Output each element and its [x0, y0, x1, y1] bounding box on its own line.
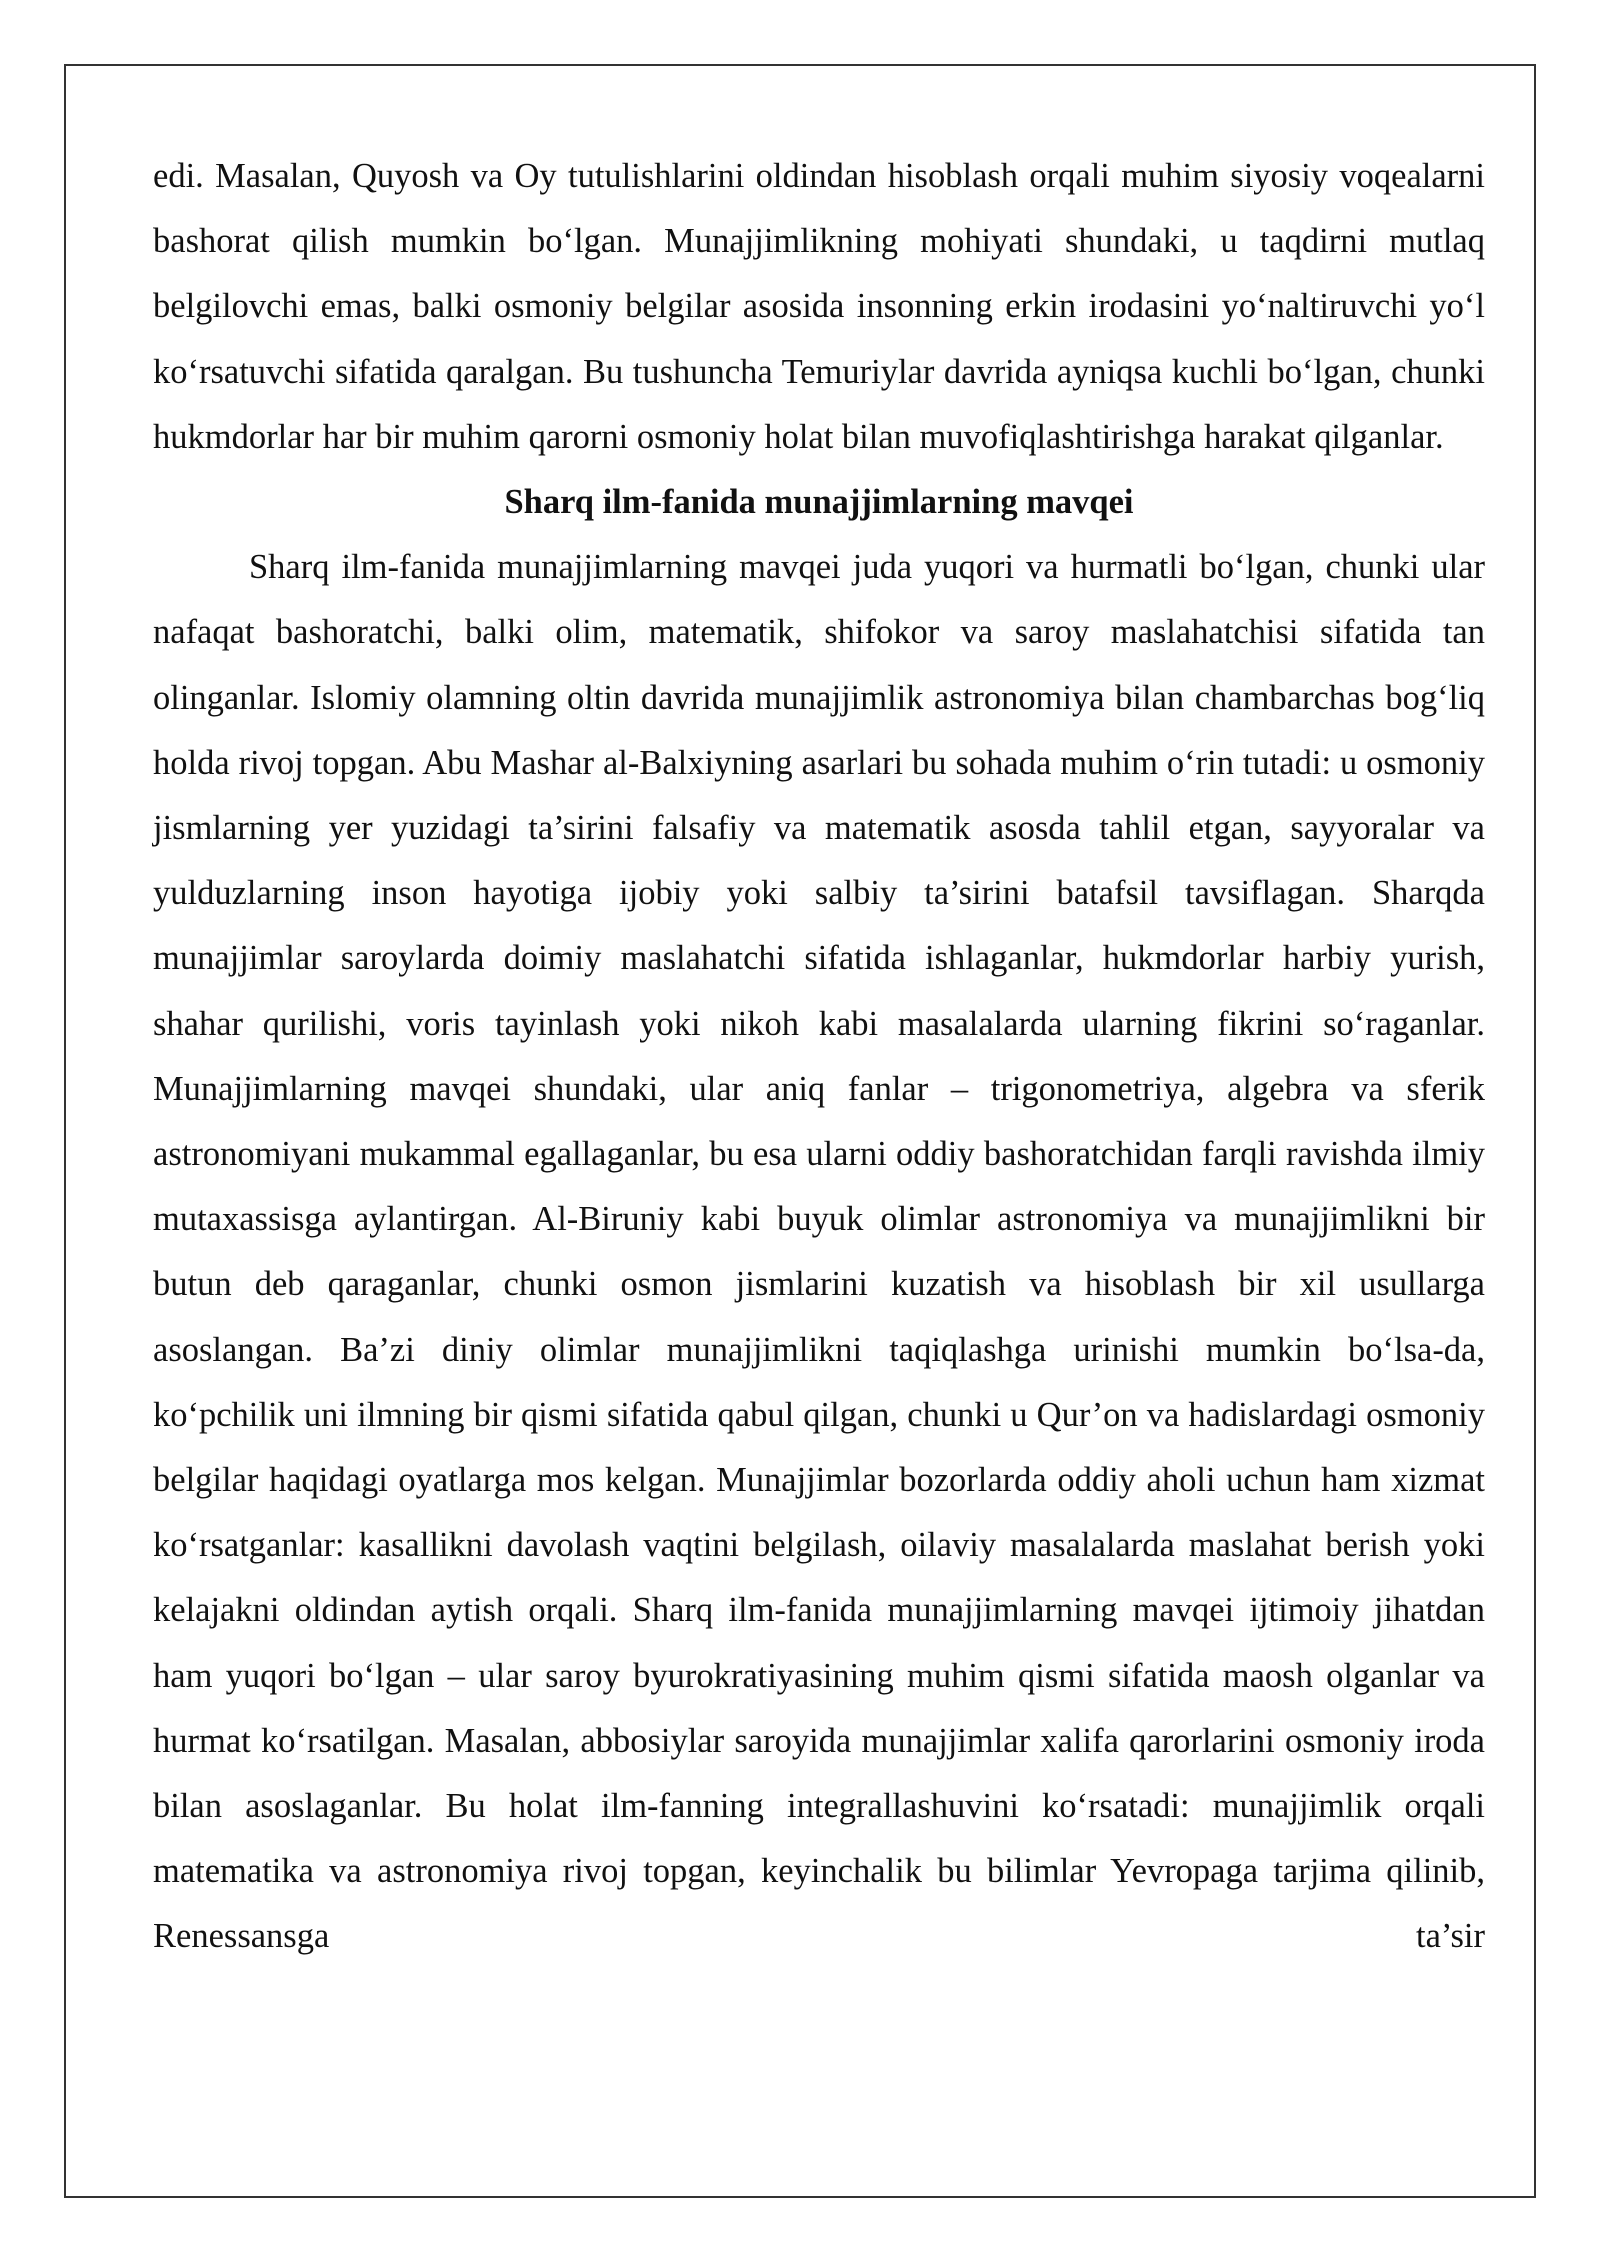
continuation-paragraph: edi. Masalan, Quyosh va Oy tutulishlarini oldindan hisoblash orqali muhim siyosiy voqealarni bashorat qilish mumkin bo‘lgan. Munajjimlikning mohiyati shundaki, u taqdirni mutlaq belgilovchi emas, balki osmoniy belgilar asosida insonning erkin irodasini yo‘naltiruvchi yo‘l ko‘rsatuvchi sifatida qaralgan. Bu tushuncha Temuriylar davrida ayniqsa kuchli bo‘lgan, chunki hukmdorlar har bir muhim qarorni osmoniy holat bilan muvofiqlashtirishga harakat qilganlar.: [153, 157, 1485, 456]
main-paragraph: Sharq ilm-fanida munajjimlarning mavqei juda yuqori va hurmatli bo‘lgan, chunki ular nafaqat bashoratchi, balki olim, matematik, shifokor va saroy maslahatchisi sifatida tan olinganlar. Islomiy olamning oltin davrida munajjimlik astronomiya bilan chambarchas bog‘liq holda rivoj topgan. Abu Mashar al-Balxiyning asarlari bu sohada muhim o‘rin tutadi: u osmoniy jismlarning yer yuzidagi ta’sirini falsafiy va matematik asosda tahlil etgan, sayyoralar va yulduzlarning inson hayotiga ijobiy yoki salbiy ta’sirini batafsil tavsiflagan. Sharqda munajjimlar saroylarda doimiy maslahatchi sifatida ishlaganlar, hukmdorlar harbiy yurish, shahar qurilishi, voris tayinlash yoki nikoh kabi masalalarda ularning fikrini so‘raganlar. Munajjimlarning mavqei shundaki, ular aniq fanlar – trigonometriya, algebra va sferik astronomiyani mukammal egallaganlar, bu esa ularni oddiy bashoratchidan farqli ravishda ilmiy mutaxassisga aylantirgan. Al-Biruniy kabi buyuk olimlar astronomiya va munajjimlikni bir butun deb qaraganlar, chunki osmon jismlarini kuzatish va hisoblash bir xil usullarga asoslangan. Ba’zi diniy olimlar munajjimlikni taqiqlashga urinishi mumkin bo‘lsa-da, ko‘pchilik uni ilmning bir qismi sifatida qabul qilgan, chunki u Qur’on va hadislardagi osmoniy belgilar haqidagi oyatlarga mos kelgan. Munajjimlar bozorlarda oddiy aholi uchun ham xizmat ko‘rsatganlar: kasallikni davolash vaqtini belgilash, oilaviy masalalarda maslahat berish yoki kelajakni oldindan aytish orqali. Sharq ilm-fanida munajjimlarning mavqei ijtimoiy jihatdan ham yuqori bo‘lgan – ular saroy byurokratiyasining muhim qismi sifatida maosh olganlar va hurmat ko‘rsatilgan. Masalan, abbosiylar saroyida munajjimlar xalifa qarorlarini osmoniy iroda bilan asoslaganlar. Bu holat ilm-fanning integrallashuvini ko‘rsatadi: munajjimlik orqali matematika va astronomiya rivoj topgan, keyinchalik bu bilimlar Yevropaga tarjima qilinib, Renessansga ta’sir: [153, 548, 1485, 1956]
section-heading: Sharq ilm-fanida munajjimlarning mavqei: [504, 483, 1134, 522]
document-body: [153, 144, 1485, 1970]
